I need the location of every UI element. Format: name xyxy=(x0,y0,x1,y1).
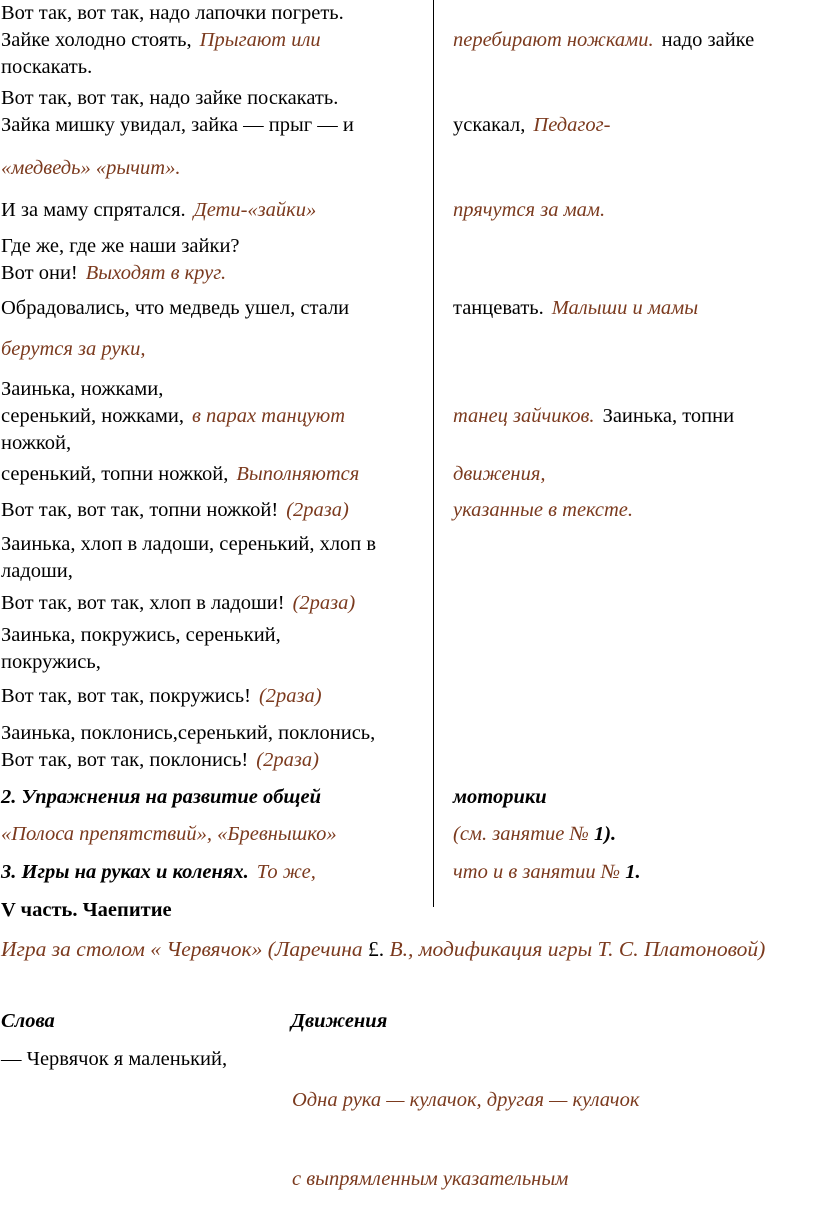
text-block: И за маму спрятался. Дети-«зайки» xyxy=(1,199,317,221)
exercise-heading: 3. Игры на руках и коленях. То же, xyxy=(1,861,316,883)
stage-direction: Прыгают или xyxy=(199,29,321,51)
right-text: перебирают ножками. надо зайке xyxy=(453,29,755,51)
stage-direction: берутся за руки, xyxy=(1,338,146,360)
repeat-note: (2раза) xyxy=(256,749,319,771)
stage-direction: в парах танцуют xyxy=(191,405,346,427)
text-block: Заинька, ножками, серенький, ножками, в парах танцуют ножкой, xyxy=(1,378,346,454)
text-block: Вот так, вот так, покружись! (2раза) xyxy=(1,685,322,707)
movement-description: с выпрямленным указательным xyxy=(292,1168,569,1190)
column-divider xyxy=(433,0,434,907)
exercise-heading: 2. Упражнения на развитие общей xyxy=(1,786,322,808)
stage-direction: Малыши и мамы xyxy=(551,297,699,319)
stage-direction: танец зайчиков. xyxy=(453,405,595,427)
text-block: Заинька, хлоп в ладоши, серенький, хлоп в ладоши, xyxy=(1,533,377,582)
stage-direction: перебирают ножками. xyxy=(453,29,654,51)
poem-line: — Червячок я маленький, xyxy=(1,1048,228,1070)
right-text: танец зайчиков. Заинька, топни xyxy=(453,405,735,427)
right-text: танцевать. Малыши и мамы xyxy=(453,297,699,319)
column-header-movements: Движения xyxy=(291,1010,388,1032)
column-header-words: Слова xyxy=(1,1010,55,1032)
stage-direction: движения, xyxy=(453,463,546,485)
movement-description: Одна рука — кулачок, другая — кулачок xyxy=(292,1089,640,1111)
repeat-note: (2раза) xyxy=(258,685,322,707)
repeat-note: (2раза) xyxy=(292,592,356,614)
text-block: Вот так, вот так, хлоп в ладоши! (2раза) xyxy=(1,592,356,614)
right-text: (см. занятие № 1). xyxy=(453,823,617,845)
text-block: серенький, топни ножкой, Выполняются xyxy=(1,463,360,485)
text-block: Где же, где же наши зайки? Вот они! Выходят в круг. xyxy=(1,235,240,284)
stage-direction: Выходят в круг. xyxy=(85,262,227,284)
stage-direction: «медведь» «рычит». xyxy=(1,157,181,179)
text-block: Заинька, поклонись,серенький, поклонись, Вот так, вот так, поклонись! (2раза) xyxy=(1,722,376,771)
stage-direction: Дети-«зайки» xyxy=(193,199,317,221)
stage-direction: Выполняются xyxy=(236,463,360,485)
stage-direction: указанные в тексте. xyxy=(453,499,633,521)
exercise-heading-cont: моторики xyxy=(453,786,547,808)
section-title: V часть. Чаепитие xyxy=(1,899,172,921)
game-title: Игра за столом « Червячок» (Ларечина £. В., модификация игры Т. С. Платоновой) xyxy=(1,937,766,961)
exercise-names: «Полоса препятствий», «Бревнышко» xyxy=(1,823,337,845)
text-block: Вот так, вот так, надо зайке поскакать. Зайка мишку увидал, зайка — прыг — и xyxy=(1,87,354,136)
repeat-note: (2раза) xyxy=(286,499,349,521)
text-block: Вот так, вот так, надо лапочки погреть. Зайке холодно стоять, Прыгают или поскакать. xyxy=(1,2,344,78)
text-block: Заинька, покружись, серенький, покружись, xyxy=(1,624,281,673)
stage-direction: Педагог- xyxy=(533,114,611,136)
text-block: Вот так, вот так, топни ножкой! (2раза) xyxy=(1,499,349,521)
right-text: что и в занятии № 1. xyxy=(453,861,641,883)
text-line: Обрадовались, что медведь ушел, стали xyxy=(1,297,350,319)
right-text: ускакал, Педагог- xyxy=(453,114,611,136)
stage-direction: прячутся за мам. xyxy=(453,199,606,221)
